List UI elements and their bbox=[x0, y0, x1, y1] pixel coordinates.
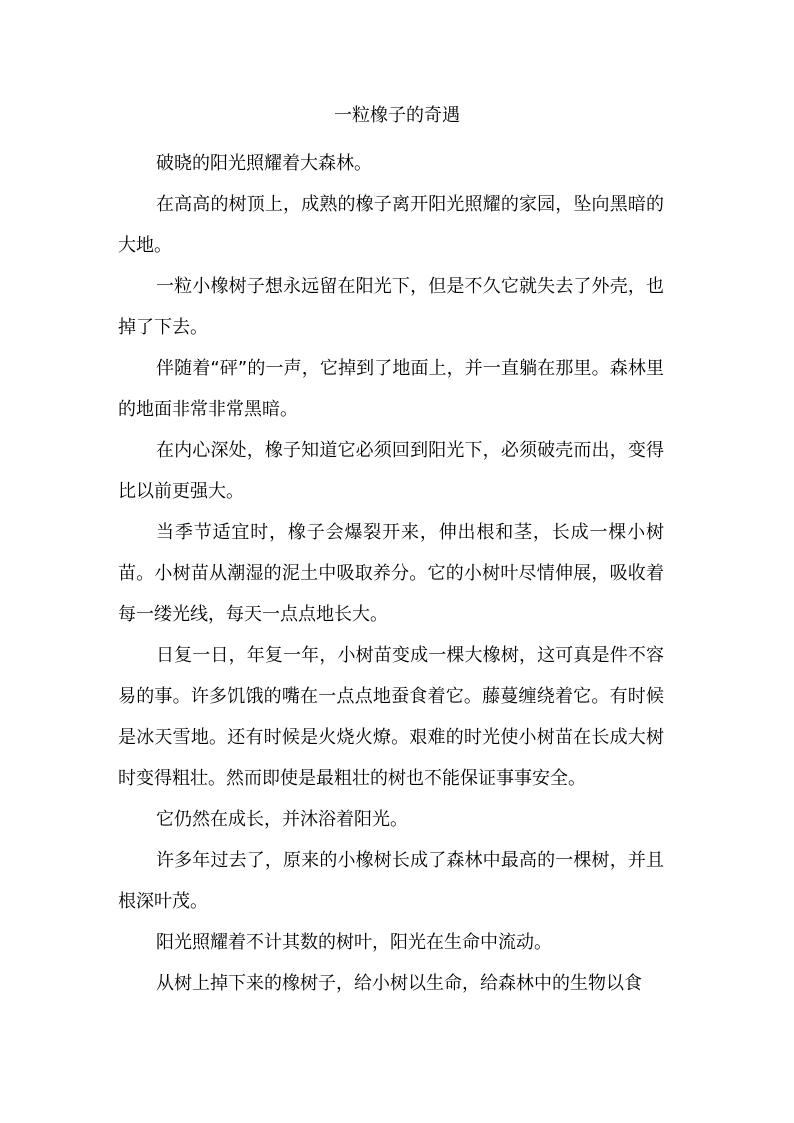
paragraph: 日复一日，年复一年，小树苗变成一棵大橡树，这可真是件不容易的事。许多饥饿的嘴在一点点地蚕食着它。藤蔓缠绕着它。有时候是冰天雪地。还有时候是火烧火燎。艰难的时光使小树苗在长成大树时变得粗壮。然而即使是最粗壮的树也不能保证事事安全。 bbox=[118, 645, 664, 789]
paragraph: 阳光照耀着不计其数的树叶，阳光在生命中流动。 bbox=[156, 932, 552, 953]
paragraph: 当季节适宜时，橡子会爆裂开来，伸出根和茎，长成一棵小树苗。小树苗从潮湿的泥土中吸取养分。它的小树叶尽情伸展，吸收着每一缕光线，每天一点点地长大。 bbox=[118, 522, 664, 625]
document-body bbox=[118, 143, 664, 1004]
document-title: 一粒橡子的奇遇 bbox=[334, 105, 460, 126]
paragraph: 伴随着“砰”的一声，它掉到了地面上，并一直躺在那里。森林里的地面非常非常黑暗。 bbox=[118, 358, 664, 420]
paragraph: 一粒小橡树子想永远留在阳光下，但是不久它就失去了外壳，也掉了下去。 bbox=[118, 276, 664, 338]
paragraph: 它仍然在成长，并沐浴着阳光。 bbox=[156, 809, 408, 830]
paragraph: 在高高的树顶上，成熟的橡子离开阳光照耀的家园，坠向黑暗的大地。 bbox=[118, 194, 664, 256]
paragraph: 许多年过去了，原来的小橡树长成了森林中最高的一棵树，并且根深叶茂。 bbox=[118, 850, 664, 912]
paragraph: 在内心深处，橡子知道它必须回到阳光下，必须破壳而出，变得比以前更强大。 bbox=[118, 440, 664, 502]
paragraph: 从树上掉下来的橡树子，给小树以生命，给森林中的生物以食 bbox=[156, 973, 642, 994]
paragraph: 破晓的阳光照耀着大森林。 bbox=[156, 153, 372, 174]
